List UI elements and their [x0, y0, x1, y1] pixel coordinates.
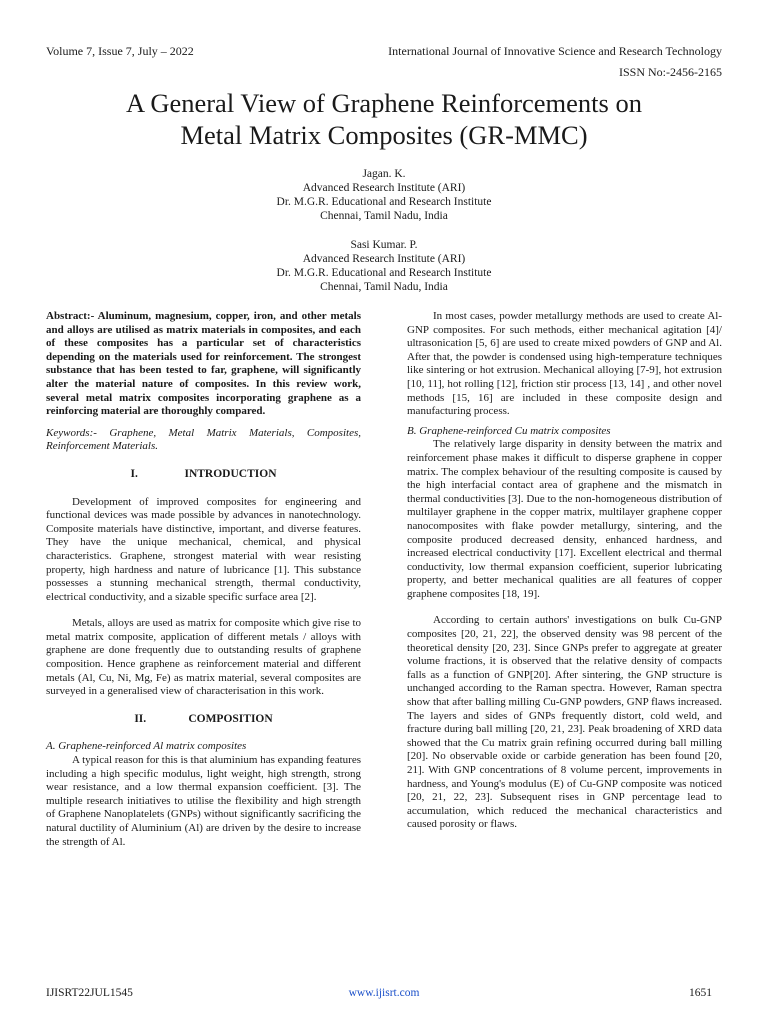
subsection-heading: B. Graphene-reinforced Cu matrix composites: [407, 424, 611, 437]
author-location: Chennai, Tamil Nadu, India: [320, 281, 448, 293]
author-location: Chennai, Tamil Nadu, India: [320, 210, 448, 222]
section-number: II.: [134, 712, 147, 725]
paragraph: The relatively large disparity in density between the matrix and reinforcement phase makes it difficult to disperse graphene in copper matrix. The complex behaviour of the resulting composite is caused by the high interfacial contact area of graphene and the mismatch in thermal conductivities [3]. Due to the non-homogeneous distribution of multilayer graphene in the copper matrix, multilayer graphene copper nanocomposites with flake powder metallurgy, sintering, and the composite produced decreased density, enhanced hardness, and increased electrical conductivity [17]. Excellent electrical and thermal conductivity, low thermal expansion coefficient, superior lubricating property, and better mechanical qualities are all features of copper graphene composites [18, 19].: [407, 438, 722, 600]
title-line-2: Metal Matrix Composites (GR-MMC): [180, 120, 588, 150]
author-institute: Advanced Research Institute (ARI): [302, 182, 466, 194]
title-line-1: A General View of Graphene Reinforcements on: [126, 88, 642, 118]
issn: ISSN No:-2456-2165: [618, 65, 722, 79]
author-organization: Dr. M.G.R. Educational and Research Institute: [276, 267, 492, 279]
paper-title: [40, 87, 728, 151]
keywords: Keywords:- Graphene, Metal Matrix Materials, Composites, Reinforcement Materials.: [46, 426, 361, 453]
footer-link[interactable]: www.ijisrt.com: [348, 987, 420, 999]
author-name: Sasi Kumar. P.: [350, 239, 418, 251]
volume-info: Volume 7, Issue 7, July – 2022: [46, 44, 194, 58]
paragraph: Development of improved composites for engineering and functional devices was made possible by advances in nanotechnology. Composite materials have distinctive, important, and diverse features. They have the unique mechanical, chemical, and physical characteristics. Graphene, strongest material with wear resisting property, high hardness and nature of lubricance [1]. This substance possesses a stunning mechanical strength, thermal conductivity, electrical conductivity, and a sizable specific surface area [2].: [46, 495, 361, 603]
author-block-1: [0, 167, 768, 223]
paragraph: According to certain authors' investigations on bulk Cu-GNP composites [20, 21, 22], the observed density was 98 percent of the theoretical density [20, 23]. Since GNPs prefer to aggregate at greater volume fractions, it is observed that the relative density of compacts falls as a function of GNP[20]. After sintering, the GNP structure is unchanged according to the Raman spectra. However, Raman spectra show that after balling milling Cu-GNP powders, GNP flaws increased. The layers and sides of GNPs frequently distort, cold weld, and fracture during ball milling [20, 21, 23]. Peak broadening of XRD data showed that the Cu matrix grain refining occurred during ball milling [20]. No observable oxide or carbide generation has been found [20, 21]. With GNP concentrations of 8 volume percent, improvements in hardness, and Young's modulus (E) of Cu-GNP composite was noticed [20, 21, 22, 23]. Subsequent rises in GNP percentage lead to accumulation, which reduced the mechanical characteristics and caused porosity or flaws.: [407, 614, 722, 831]
footer-url[interactable]: [0, 987, 768, 999]
author-organization: Dr. M.G.R. Educational and Research Institute: [276, 196, 492, 208]
abstract: Abstract:- Aluminum, magnesium, copper, iron, and other metals and alloys are utilised as matrix materials in composites, and each of these composites has a particular set of characteristics depending on the materials used for reinforcement. The strongest substance that has been tested to far, graphene, will significantly alter the material nature of composites. In this review work, several metal matrix composites incorporating graphene as a reinforcing material are thoroughly compared.: [46, 310, 361, 418]
section-title: INTRODUCTION: [184, 467, 277, 480]
section-heading-composition: [46, 713, 361, 727]
page-number: 1651: [689, 987, 712, 999]
author-institute: Advanced Research Institute (ARI): [302, 253, 466, 265]
section-number: I.: [130, 467, 138, 480]
section-heading-introduction: [46, 468, 361, 482]
right-column: [407, 310, 722, 832]
footer-article-code: IJISRT22JUL1545: [46, 987, 133, 999]
paragraph: A typical reason for this is that aluminium has expanding features including a high specific modulus, light weight, high strength, strong wear resistance, and a low thermal expansion coefficient. [3]. The multiple research initiatives to utilise the flexibility and high strength of Graphene Nanoplatelets (GNPs) without significantly sacrificing the natural ductility of Aluminium (Al) are driven by the desire to increase the strength of Al.: [46, 754, 361, 848]
left-column: [46, 310, 361, 849]
author-name: Jagan. K.: [362, 168, 406, 180]
paragraph: In most cases, powder metallurgy methods are used to create Al-GNP composites. For such methods, either mechanical agitation [4]/ ultrasonication [5, 6] are used to create mixed powders of GNP and Al. After that, the powder is condensed using high-temperature techniques like sintering or hot extrusion. Mechanical alloying [7-9], hot extrusion [10, 11], hot rolling [12], friction stir process [13, 14] , and other novel methods [15, 16] are included in these composite design and manufacturing process.: [407, 310, 722, 418]
author-block-2: [0, 238, 768, 294]
paragraph: Metals, alloys are used as matrix for composite which give rise to metal matrix composite, application of different metals / alloys with graphene are done frequently due to outstanding results of graphene composition. Hence graphene as reinforcement material and different metals (Al, Cu, Ni, Mg, Fe) as matrix material, several composites are surveyed in a generalised view of characterisation in this work.: [46, 617, 361, 698]
section-title: COMPOSITION: [188, 712, 273, 725]
journal-name: International Journal of Innovative Science and Research Technology: [388, 44, 722, 58]
subsection-heading: A. Graphene-reinforced Al matrix composites: [46, 740, 247, 753]
